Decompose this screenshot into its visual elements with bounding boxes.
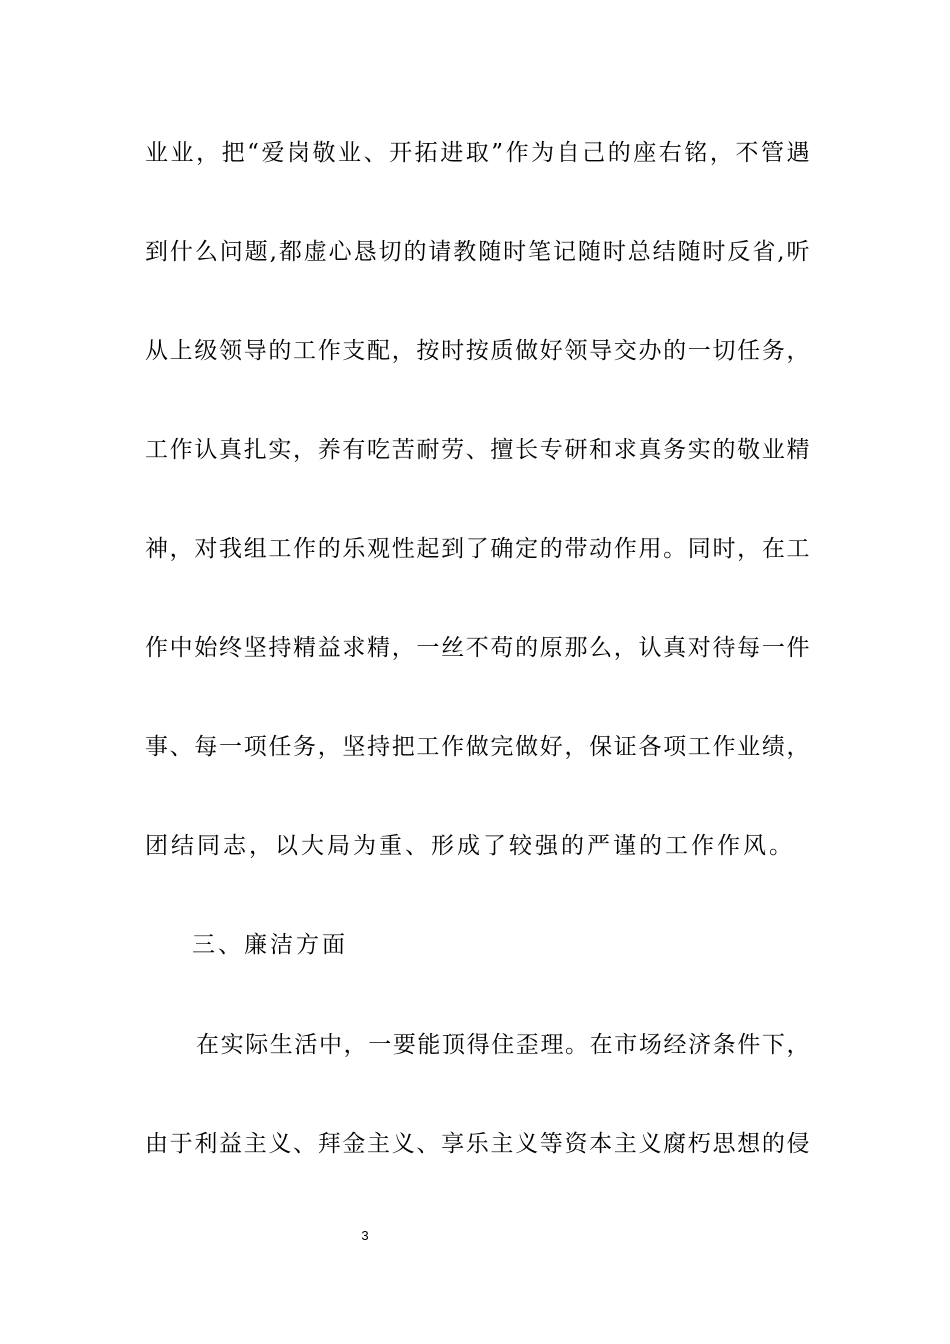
body-text-line: 作中始终坚持精益求精，一丝不苟的原那么，认真对待每一件 bbox=[145, 635, 810, 661]
body-text-line: 从上级领导的工作支配，按时按质做好领导交办的一切任务， bbox=[145, 338, 810, 364]
page-number: 3 bbox=[361, 1228, 369, 1243]
body-text-line: 业业，把“爱岗敬业、开拓进取”作为自己的座右铭，不管遇 bbox=[145, 140, 810, 166]
section-heading: 三、廉洁方面 bbox=[192, 932, 348, 958]
body-text-line: 团结同志，以大局为重、形成了较强的严谨的工作作风。 bbox=[145, 833, 795, 859]
body-text-line: 工作认真扎实，养有吃苦耐劳、擅长专研和求真务实的敬业精 bbox=[145, 437, 810, 463]
body-text-line: 在实际生活中，一要能顶得住歪理。在市场经济条件下， bbox=[196, 1032, 810, 1058]
body-text-line: 由于利益主义、拜金主义、享乐主义等资本主义腐朽思想的侵 bbox=[145, 1131, 810, 1157]
body-text-line: 事、每一项任务，坚持把工作做完做好，保证各项工作业绩， bbox=[145, 734, 810, 760]
body-text-line: 神，对我组工作的乐观性起到了确定的带动作用。同时，在工 bbox=[145, 536, 810, 562]
body-text-line: 到什么问题,都虚心恳切的请教随时笔记随时总结随时反省,听 bbox=[145, 239, 810, 265]
